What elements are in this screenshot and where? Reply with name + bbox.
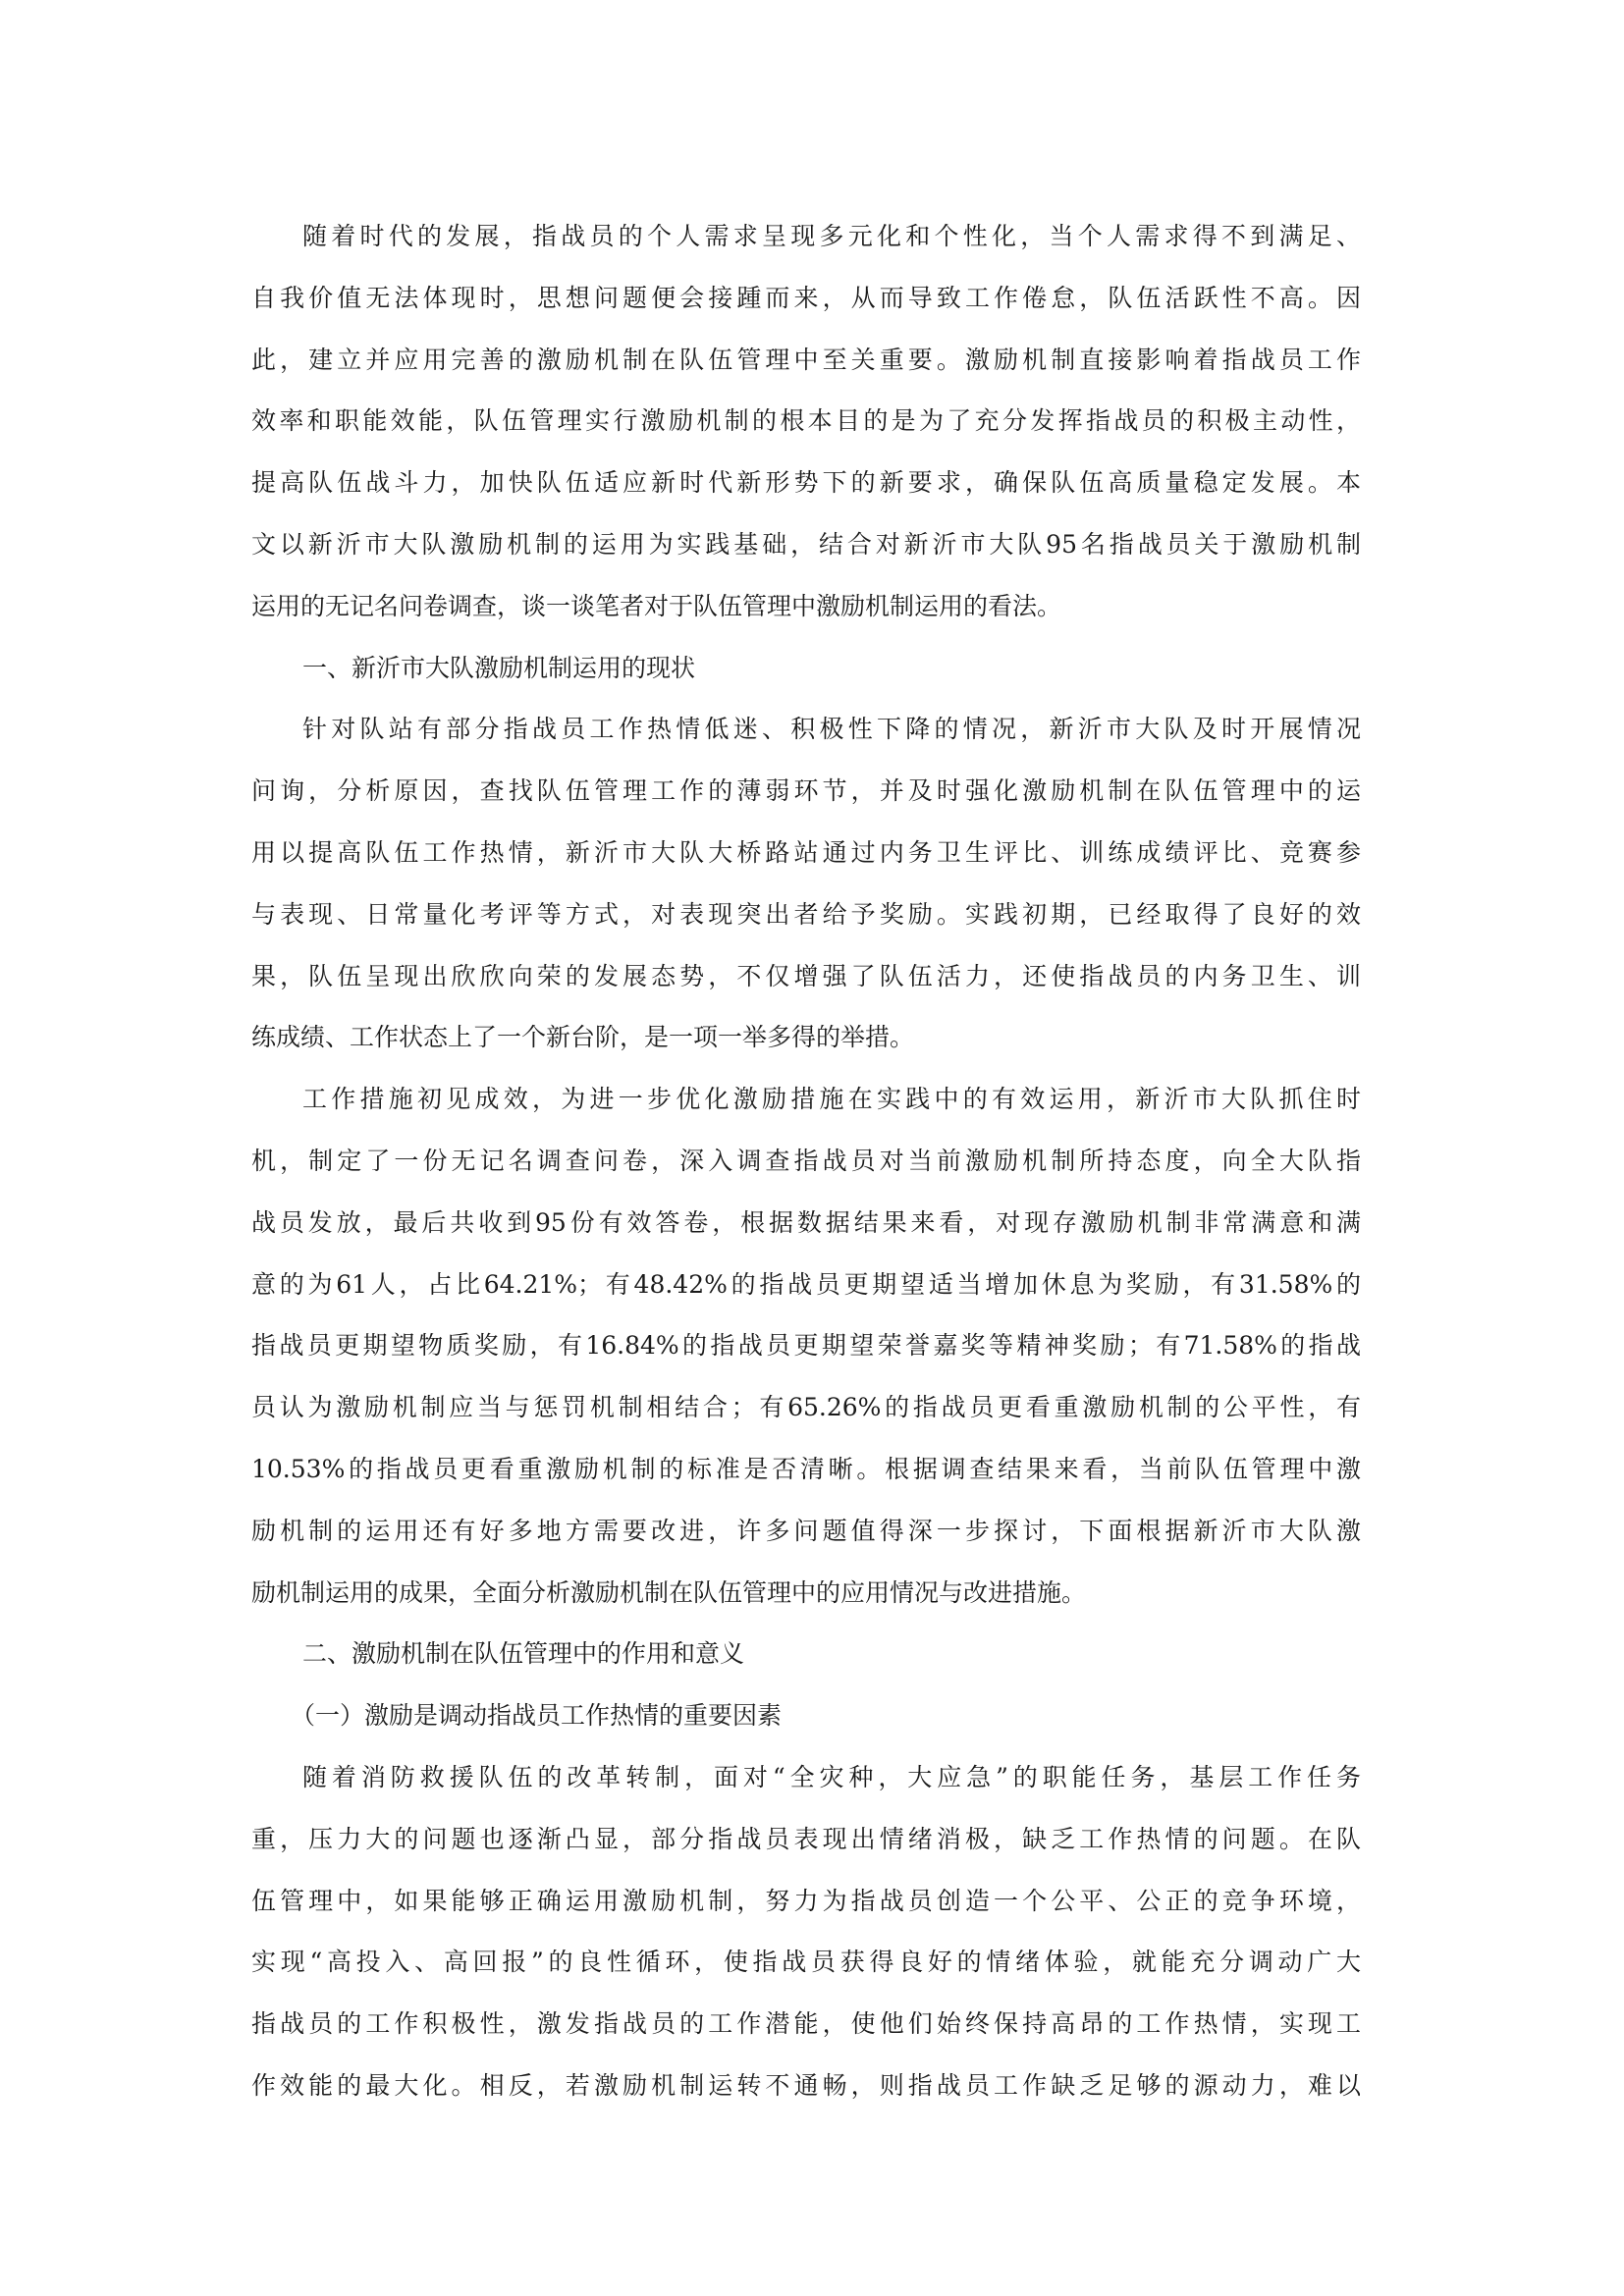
paragraph-motivation xyxy=(251,1747,1361,2117)
text-line: 自我价值无法体现时，思想问题便会接踵而来，从而导致工作倦怠，队伍活跃性不高。因 xyxy=(251,283,1361,312)
text-line: 意的为61人，占比64.21%；有48.42%的指战员更期望适当增加休息为奖励，有31.58%的 xyxy=(251,1269,1361,1299)
text-line: 员认为激励机制应当与惩罚机制相结合；有65.26%的指战员更看重激励机制的公平性，有 xyxy=(251,1393,1361,1422)
text-line: 此，建立并应用完善的激励机制在队伍管理中至关重要。激励机制直接影响着指战员工作 xyxy=(251,345,1361,374)
text-line: 效率和职能效能，队伍管理实行激励机制的根本目的是为了充分发挥指战员的积极主动性， xyxy=(251,406,1361,436)
text-line: 励机制的运用还有好多地方需要改进，许多问题值得深一步探讨，下面根据新沂市大队激 xyxy=(251,1516,1361,1545)
text-line: 用以提高队伍工作热情，新沂市大队大桥路站通过内务卫生评比、训练成绩评比、竞赛参 xyxy=(251,837,1361,867)
text-line: 工作措施初见成效，为进一步优化激励措施在实践中的有效运用，新沂市大队抓住时 xyxy=(302,1085,1361,1114)
text-line: 随着时代的发展，指战员的个人需求呈现多元化和个性化，当个人需求得不到满足、 xyxy=(302,222,1361,250)
text-line: 果，队伍呈现出欣欣向荣的发展态势，不仅增强了队伍活力，还使指战员的内务卫生、训 xyxy=(251,961,1361,990)
subsection-heading-1: （一）激励是调动指战员工作热情的重要因素 xyxy=(291,1701,783,1731)
text-line: 与表现、日常量化考评等方式，对表现突出者给予奖励。实践初期，已经取得了良好的效 xyxy=(251,899,1361,929)
text-line: 伍管理中，如果能够正确运用激励机制，努力为指战员创造一个公平、公正的竞争环境， xyxy=(251,1886,1361,1915)
text-line: 文以新沂市大队激励机制的运用为实践基础，结合对新沂市大队95名指战员关于激励机制 xyxy=(251,529,1361,559)
text-line: 练成绩、工作状态上了一个新台阶，是一项一举多得的举措。 xyxy=(251,1023,915,1052)
text-line: 作效能的最大化。相反，若激励机制运转不通畅，则指战员工作缺乏足够的源动力，难以 xyxy=(251,2070,1361,2100)
section-heading-2: 二、激励机制在队伍管理中的作用和意义 xyxy=(302,1639,745,1669)
text-line: 针对队站有部分指战员工作热情低迷、积极性下降的情况，新沂市大队及时开展情况 xyxy=(302,715,1361,744)
text-line: 问询，分析原因，查找队伍管理工作的薄弱环节，并及时强化激励机制在队伍管理中的运 xyxy=(251,776,1361,806)
text-line: 指战员更期望物质奖励，有16.84%的指战员更期望荣誉嘉奖等精神奖励；有71.58%的指战 xyxy=(251,1331,1361,1361)
paragraph-survey xyxy=(251,1069,1361,1624)
text-line: 励机制运用的成果，全面分析激励机制在队伍管理中的应用情况与改进措施。 xyxy=(251,1577,1087,1607)
text-line: 随着消防救援队伍的改革转制，面对“全灾种，大应急”的职能任务，基层工作任务 xyxy=(302,1762,1361,1791)
paragraph-intro xyxy=(251,206,1361,638)
text-line: 战员发放，最后共收到95份有效答卷，根据数据结果来看，对现存激励机制非常满意和满 xyxy=(251,1207,1361,1237)
text-line: 实现“高投入、高回报”的良性循环，使指战员获得良好的情绪体验，就能充分调动广大 xyxy=(251,1948,1361,1977)
paragraph-status xyxy=(251,699,1361,1069)
text-line: 10.53%的指战员更看重激励机制的标准是否清晰。根据调查结果来看，当前队伍管理中激 xyxy=(251,1454,1361,1483)
text-line: 重，压力大的问题也逐渐凸显，部分指战员表现出情绪消极，缺乏工作热情的问题。在队 xyxy=(251,1824,1361,1853)
text-line: 提高队伍战斗力，加快队伍适应新时代新形势下的新要求，确保队伍高质量稳定发展。本 xyxy=(251,468,1361,498)
section-heading-1: 一、新沂市大队激励机制运用的现状 xyxy=(302,653,696,682)
text-line: 机，制定了一份无记名调查问卷，深入调查指战员对当前激励机制所持态度，向全大队指 xyxy=(251,1146,1361,1175)
document-page xyxy=(251,206,1361,2117)
text-line: 指战员的工作积极性，激发指战员的工作潜能，使他们始终保持高昂的工作热情，实现工 xyxy=(251,2009,1361,2039)
text-line: 运用的无记名问卷调查，谈一谈笔者对于队伍管理中激励机制运用的看法。 xyxy=(251,591,1062,620)
